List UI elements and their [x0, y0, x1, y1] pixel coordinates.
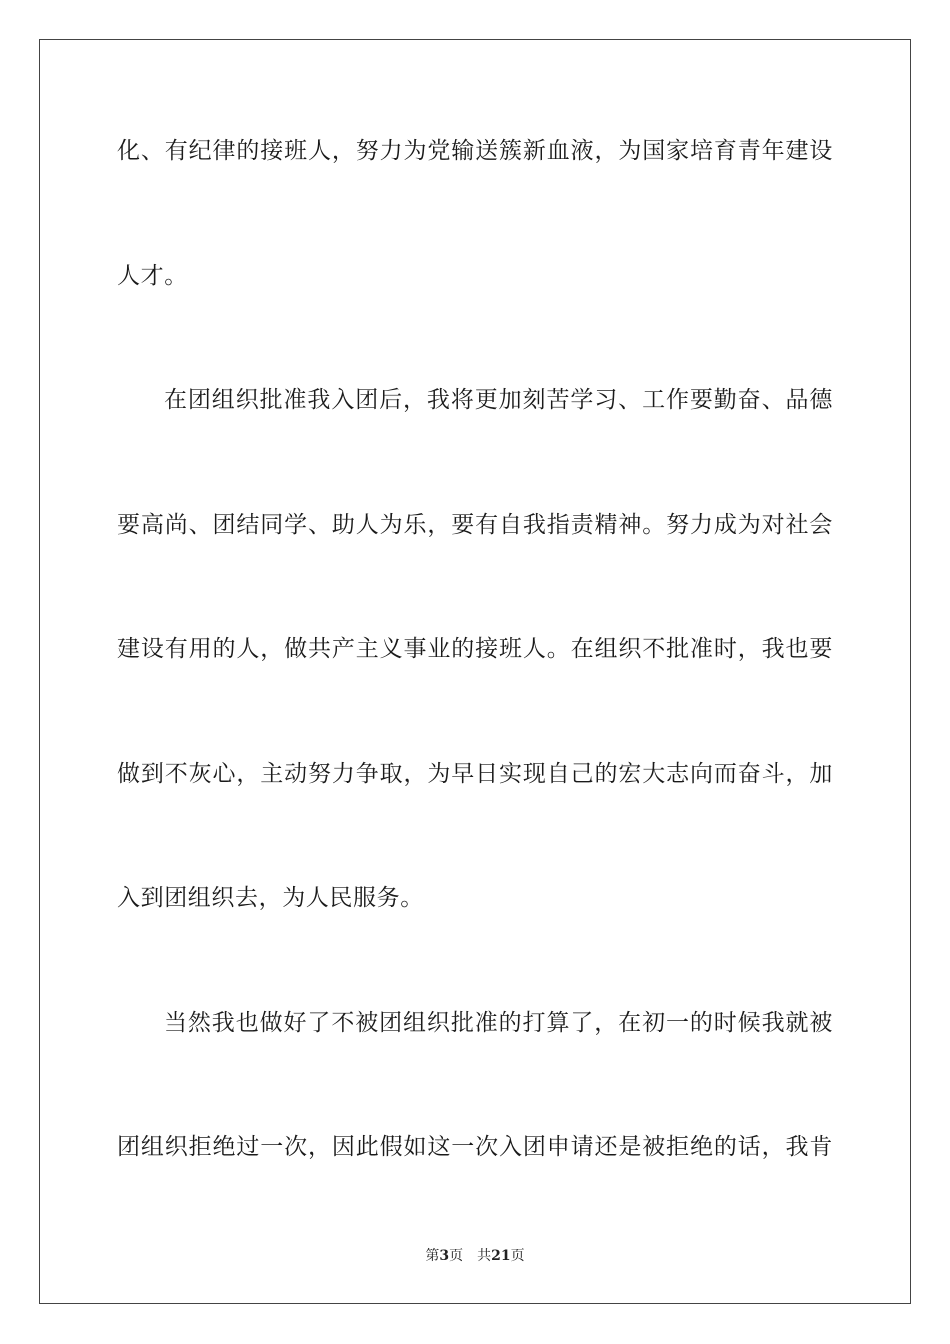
- page-footer: [0, 1247, 950, 1265]
- paragraph-line-5: 建设有用的人，做共产主义事业的接班人。在组织不批准时，我也要: [117, 636, 833, 662]
- page-suffix: 页: [449, 1248, 464, 1264]
- page-number: 3: [439, 1248, 450, 1264]
- paragraph-line-2: 人才。: [117, 263, 188, 289]
- total-suffix: 页: [510, 1248, 525, 1264]
- paragraph-line-1: 化、有纪律的接班人，努力为党输送簇新血液，为国家培育青年建设: [117, 138, 833, 164]
- page-border: [39, 39, 911, 1304]
- total-prefix: 共: [477, 1248, 492, 1264]
- paragraph-line-3: 在团组织批准我入团后，我将更加刻苦学习、工作要勤奋、品德: [164, 387, 833, 413]
- page-prefix: 第: [425, 1248, 440, 1264]
- paragraph-line-9: 团组织拒绝过一次，因此假如这一次入团申请还是被拒绝的话，我肯: [117, 1134, 833, 1160]
- paragraph-line-8: 当然我也做好了不被团组织批准的打算了，在初一的时候我就被: [164, 1010, 833, 1036]
- paragraph-line-4: 要高尚、团结同学、助人为乐，要有自我指责精神。努力成为对社会: [117, 512, 833, 538]
- paragraph-line-7: 入到团组织去，为人民服务。: [117, 885, 424, 911]
- total-pages: 21: [491, 1248, 511, 1264]
- paragraph-line-6: 做到不灰心，主动努力争取，为早日实现自己的宏大志向而奋斗，加: [117, 761, 833, 787]
